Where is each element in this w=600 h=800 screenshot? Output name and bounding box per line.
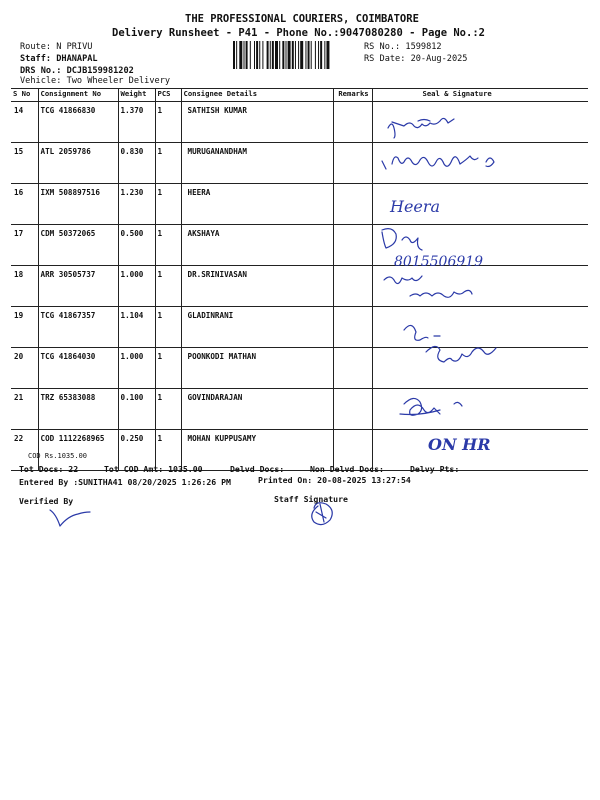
cell-sno: 16: [11, 184, 38, 225]
col-header-weight: Weight: [118, 89, 155, 102]
cell-weight: 1.000: [118, 266, 155, 307]
cell-consignee: DR.SRINIVASAN: [181, 266, 333, 307]
cell-seal-signature: [372, 430, 588, 471]
cell-weight: 1.230: [118, 184, 155, 225]
cell-consignment: TCG 41866830: [38, 102, 118, 143]
cell-sno: 20: [11, 348, 38, 389]
barcode-bar: [295, 41, 296, 69]
barcode-bar: [259, 41, 260, 69]
staff-signature-label: Staff Signature: [274, 494, 348, 504]
barcode-bar: [254, 41, 255, 69]
cell-seal-signature: [372, 102, 588, 143]
table-header-row: [11, 89, 588, 102]
cell-consignment: ATL 2059786: [38, 143, 118, 184]
cell-seal-signature: [372, 266, 588, 307]
barcode-bar: [292, 41, 294, 69]
table-row: [11, 389, 588, 430]
cell-remarks: [333, 143, 372, 184]
barcode-bar: [298, 41, 299, 69]
cell-sno: 14: [11, 102, 38, 143]
cell-consignee: HEERA: [181, 184, 333, 225]
cell-remarks: [333, 348, 372, 389]
col-header-consignee: Consignee Details: [181, 89, 333, 102]
barcode-bar: [305, 41, 306, 69]
cell-remarks: [333, 307, 372, 348]
col-header-consignment: Consignment No: [38, 89, 118, 102]
cell-consignment: CDM 50372065: [38, 225, 118, 266]
cell-weight: 0.830: [118, 143, 155, 184]
barcode-bar: [272, 41, 274, 69]
cell-pcs: 1: [155, 266, 181, 307]
runsheet-table: [11, 88, 588, 471]
cell-sno: 19: [11, 307, 38, 348]
signature-staff: [312, 503, 333, 525]
printed-on: Printed On: 20-08-2025 13:27:54: [258, 475, 411, 485]
cell-sno: 17: [11, 225, 38, 266]
cell-sno: 22: [11, 430, 38, 471]
table-row: [11, 266, 588, 307]
handwritten-heera: Heera: [390, 197, 441, 216]
route-label: Route: N PRIVU: [20, 42, 93, 52]
verified-by-label: Verified By: [19, 496, 74, 506]
cell-pcs: 1: [155, 307, 181, 348]
cell-sno: 15: [11, 143, 38, 184]
barcode-bar: [279, 41, 280, 69]
barcode-bar: [244, 41, 245, 69]
barcode-bar: [275, 41, 278, 69]
barcode-bar: [288, 41, 291, 69]
barcode-bar: [282, 41, 284, 69]
cell-pcs: 1: [155, 102, 181, 143]
cell-weight: 1.104: [118, 307, 155, 348]
table-row: [11, 102, 588, 143]
entered-by: Entered By :SUNITHA41 08/20/2025 1:26:26 PM: [19, 477, 231, 487]
staff-label: Staff: DHANAPAL: [20, 54, 98, 64]
cell-weight: 0.100: [118, 389, 155, 430]
barcode-bar: [236, 41, 237, 69]
barcode-bar: [267, 41, 269, 69]
barcode-bar: [239, 41, 242, 69]
cell-seal-signature: [372, 184, 588, 225]
cell-seal-signature: [372, 143, 588, 184]
col-header-sno: S No: [11, 89, 38, 102]
total-docs: Tot Docs: 22: [19, 464, 79, 474]
barcode-bar: [324, 41, 325, 69]
cell-remarks: [333, 184, 372, 225]
table-row: [11, 143, 588, 184]
cell-consignee: SATHISH KUMAR: [181, 102, 333, 143]
barcode-bar: [286, 41, 287, 69]
cell-consignee: MURUGANANDHAM: [181, 143, 333, 184]
cell-consignee: MOHAN KUPPUSAMY: [181, 430, 333, 471]
barcode-bar: [308, 41, 310, 69]
cell-sno: 18: [11, 266, 38, 307]
delivery-points: Delvy Pts:: [410, 464, 460, 474]
table-row: [11, 307, 588, 348]
total-cod-amount: Tot COD Amt: 1035.00: [104, 464, 203, 474]
cell-consignee: AKSHAYA: [181, 225, 333, 266]
cell-seal-signature: [372, 225, 588, 266]
col-header-remarks: Remarks: [333, 89, 372, 102]
cell-consignee: GLADINRANI: [181, 307, 333, 348]
barcode: [233, 41, 359, 69]
cell-pcs: 1: [155, 430, 181, 471]
handwritten-phone: 8015506919: [394, 254, 484, 270]
cell-remarks: [333, 225, 372, 266]
cell-pcs: 1: [155, 348, 181, 389]
signature-verified: [50, 510, 90, 526]
cell-pcs: 1: [155, 389, 181, 430]
handwritten-on-hr: ON HR: [428, 435, 491, 454]
cell-remarks: [333, 389, 372, 430]
cell-consignment: ARR 30505737: [38, 266, 118, 307]
cell-consignment: TCG 41864030: [38, 348, 118, 389]
cell-remarks: [333, 266, 372, 307]
col-header-pcs: PCS: [155, 89, 181, 102]
barcode-bar: [250, 41, 251, 69]
cell-consignment: IXM 508897516: [38, 184, 118, 225]
non-delivered-docs: Non Delvd Docs:: [310, 464, 384, 474]
barcode-bar: [262, 41, 263, 69]
col-header-seal-signature: Seal & Signature: [422, 89, 492, 98]
cell-seal-signature: [372, 348, 588, 389]
cell-weight: 0.250: [118, 430, 155, 471]
table-row: [11, 225, 588, 266]
cell-consignment: TRZ 65383088: [38, 389, 118, 430]
drs-number: DRS No.: DCJB159981202: [20, 66, 134, 76]
barcode-bar: [318, 41, 319, 69]
barcode-bar: [270, 41, 271, 69]
cell-seal-signature: [372, 307, 588, 348]
vehicle-label: Vehicle: Two Wheeler Delivery: [20, 76, 171, 86]
barcode-bar: [326, 41, 329, 69]
cell-consignee: POONKODI MATHAN: [181, 348, 333, 389]
cell-remarks: [333, 102, 372, 143]
rs-number: RS No.: 1599812: [364, 42, 442, 52]
cell-seal-signature: [372, 389, 588, 430]
barcode-bar: [320, 41, 322, 69]
barcode-bar: [311, 41, 312, 69]
cell-consignee: GOVINDARAJAN: [181, 389, 333, 430]
barcode-bar: [315, 41, 316, 69]
cell-weight: 1.000: [118, 348, 155, 389]
rs-date: RS Date: 20-Aug-2025: [364, 54, 468, 64]
cell-consignment: TCG 41867357: [38, 307, 118, 348]
cell-pcs: 1: [155, 225, 181, 266]
cell-sno: 21: [11, 389, 38, 430]
cell-pcs: 1: [155, 143, 181, 184]
cell-consignment: COD 1112268965: [38, 430, 118, 471]
barcode-bar: [246, 41, 248, 69]
table-row: [11, 184, 588, 225]
delivered-docs: Delvd Docs:: [230, 464, 285, 474]
runsheet-subtitle: Delivery Runsheet - P41 - Phone No.:9047080280 - Page No.:2: [112, 27, 485, 39]
cell-weight: 0.500: [118, 225, 155, 266]
cell-pcs: 1: [155, 184, 181, 225]
table-row: [11, 348, 588, 389]
cod-amount-note: COD Rs.1035.00: [28, 452, 88, 460]
company-title: THE PROFESSIONAL COURIERS, COIMBATORE: [185, 13, 419, 25]
table-row: [11, 430, 588, 471]
barcode-bar: [256, 41, 258, 69]
cell-weight: 1.370: [118, 102, 155, 143]
barcode-bar: [233, 41, 235, 69]
barcode-bar: [300, 41, 303, 69]
